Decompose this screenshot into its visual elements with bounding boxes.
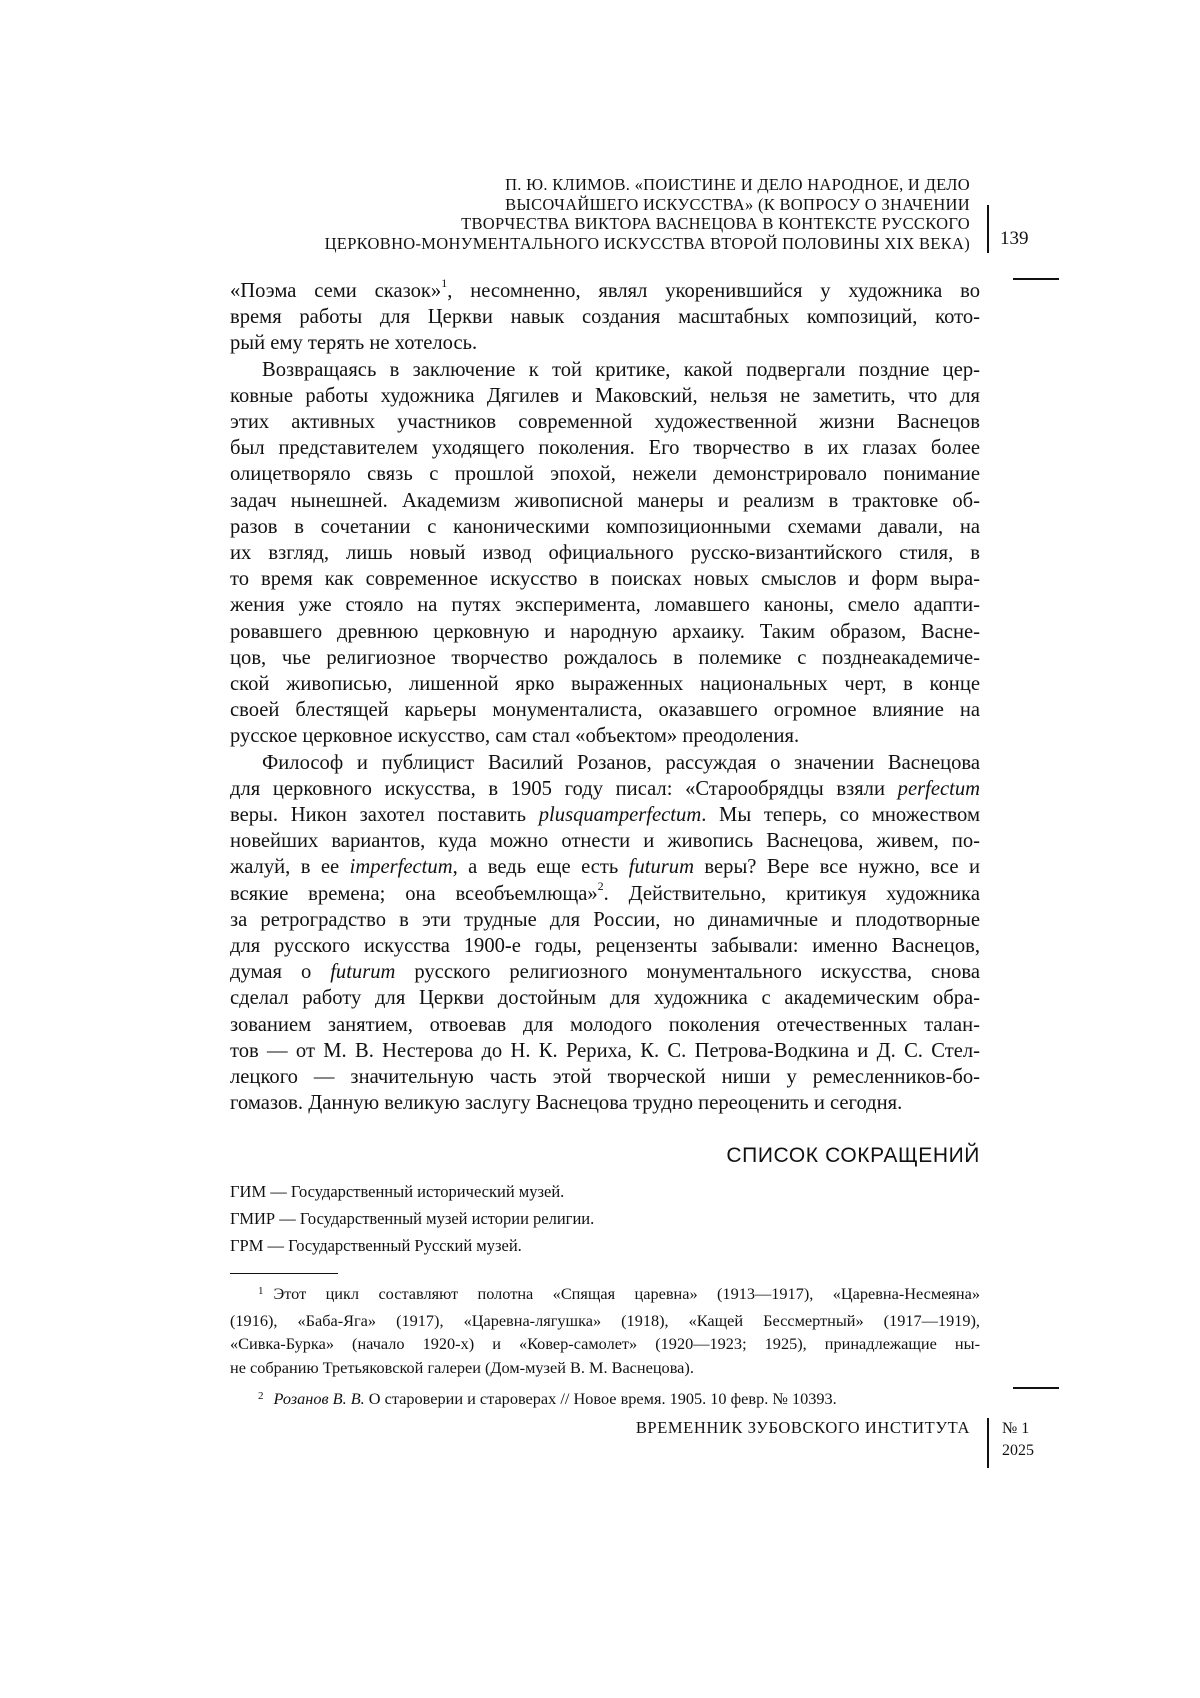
article-body bbox=[230, 278, 980, 1117]
footer-divider bbox=[987, 1418, 989, 1468]
text-line: веры. Никон захотел поставить plusquamperfectum. Мы теперь, со множеством bbox=[230, 804, 980, 827]
text-line: олицетворяло связь с прошлой эпохой, нежели демонстрировало понимание bbox=[230, 463, 980, 486]
text-line: тов — от М. В. Нестерова до Н. К. Рериха, К. С. Петрова-Водкина и Д. С. Стел- bbox=[230, 1039, 980, 1062]
text-line: рый ему терять не хотелось. bbox=[230, 332, 478, 355]
text-line: задач нынешней. Академизм живописной манеры и реализм в трактовке об- bbox=[230, 489, 980, 512]
text-line: думая о futurum русского религиозного монументального искусства, снова bbox=[230, 961, 980, 984]
issue-number: № 1 bbox=[1002, 1420, 1030, 1437]
footnote-line: $^1$ Этот цикл составляют полотна «Спящая царевна» (1913—1917), «Царевна-Несмеяна» bbox=[258, 1284, 980, 1303]
text-line: новейших вариантов, куда можно отнести и живопись Васнецова, живем, по- bbox=[230, 830, 980, 853]
footnotes bbox=[230, 1282, 980, 1422]
journal-title: ВРЕМЕННИК ЗУБОВСКОГО ИНСТИТУТА bbox=[635, 1418, 970, 1437]
section-title: СПИСОК СОКРАЩЕНИЙ bbox=[726, 1144, 980, 1167]
text-line: русское церковное искусство, сам стал «объектом» преодоления. bbox=[230, 725, 800, 748]
header-line: П. Ю. КЛИМОВ. «ПОИСТИНЕ И ДЕЛО НАРОДНОЕ, И ДЕЛО bbox=[505, 175, 970, 194]
header-line: ВЫСОЧАЙШЕГО ИСКУССТВА» (К ВОПРОСУ О ЗНАЧЕНИИ bbox=[505, 194, 970, 214]
text-line: всякие времена; она всеобъемлюща»$^2$. Действительно, критикуя художника bbox=[230, 878, 980, 905]
footnote-line: не собранию Третьяковской галереи (Дом-музей В. М. Васнецова). bbox=[230, 1357, 694, 1377]
text-line: для русского искусства 1900-е годы, рецензенты забывали: именно Васнецов, bbox=[230, 935, 980, 958]
footnote-line: (1916), «Баба-Яга» (1917), «Царевна-лягушка» (1918), «Кащей Бессмертный» (1917—1919), bbox=[230, 1310, 980, 1330]
abbreviation-item: ГИМ — Государственный исторический музей. bbox=[230, 1182, 565, 1201]
text-line: для церковного искусства, в 1905 году писал: «Старообрядцы взяли perfectum bbox=[230, 777, 980, 800]
text-line: разов в сочетании с каноническими композиционными схемами давали, на bbox=[230, 515, 980, 538]
text-line: сделал работу для Церкви достойным для художника с академическим обра- bbox=[230, 987, 980, 1010]
paragraph bbox=[230, 357, 980, 750]
text-line: их взгляд, лишь новый извод официального русско-византийского стиля, в bbox=[230, 542, 980, 565]
footnote bbox=[230, 1387, 980, 1414]
page-number: 139 bbox=[1000, 228, 1029, 249]
issue-year: 2025 bbox=[1002, 1442, 1034, 1459]
text-line: Возвращаясь в заключение к той критике, какой подвергали поздние цер- bbox=[262, 358, 980, 381]
text-line: был представителем уходящего поколения. Его творчество в их глазах более bbox=[230, 437, 980, 460]
text-line: лецкого — значительную часть этой творческой ниши у ремесленников-бо- bbox=[230, 1066, 980, 1089]
footnote-ref[interactable]: 2 bbox=[597, 878, 604, 893]
text-line: ской живописью, лишенной ярко выраженных национальных черт, в конце bbox=[230, 673, 980, 696]
header-divider bbox=[987, 205, 989, 253]
abbreviations-list bbox=[230, 1178, 594, 1259]
text-line: гомазов. Данную великую заслугу Васнецова трудно переоценить и сегодня. bbox=[230, 1092, 903, 1115]
text-line: цов, чье религиозное творчество рождалось в полемике с позднеакадемиче- bbox=[230, 646, 980, 669]
text-line: жалуй, в ее imperfectum, а ведь еще есть futurum веры? Вере все нужно, все и bbox=[230, 856, 980, 879]
footer-rule bbox=[1013, 1387, 1059, 1389]
footnote-line: $^2$ Розанов В. В. О староверии и староверах // Новое время. 1905. 10 февр. № 10393. bbox=[258, 1389, 837, 1408]
text-line: «Поэма семи сказок»$^1$, несомненно, являл укоренившийся у художника во bbox=[230, 276, 980, 302]
text-line: Философ и публицист Василий Розанов, рассуждая о значении Васнецова bbox=[262, 751, 980, 774]
issue-info bbox=[1002, 1418, 1034, 1462]
paragraph bbox=[230, 750, 980, 1117]
text-line: своей блестящей карьеры монументалиста, оказавшего огромное влияние на bbox=[230, 699, 980, 722]
footnote-ref[interactable]: 1 bbox=[441, 276, 448, 291]
text-line: ковные работы художника Дягилев и Маковский, нельзя не заметить, что для bbox=[230, 384, 980, 407]
text-line: ровавшего древнюю церковную и народную архаику. Таким образом, Васне- bbox=[230, 620, 980, 643]
text-line: время работы для Церкви навык создания масштабных композиций, кото- bbox=[230, 306, 980, 329]
paragraph bbox=[230, 278, 980, 357]
footnote bbox=[230, 1282, 980, 1379]
header-line: ЦЕРКОВНО-МОНУМЕНТАЛЬНОГО ИСКУССТВА ВТОРОЙ ПОЛОВИНЫ XIX ВЕКА) bbox=[324, 233, 970, 253]
header-line: ТВОРЧЕСТВА ВИКТОРА ВАСНЕЦОВА В КОНТЕКСТЕ РУССКОГО bbox=[461, 214, 970, 234]
footnote-number: 1 bbox=[258, 1285, 264, 1297]
footnote-separator bbox=[230, 1273, 338, 1274]
text-line: жения уже стояло на путях эксперимента, ломавшего каноны, смело адапти- bbox=[230, 594, 980, 617]
page-number-rule bbox=[1013, 278, 1059, 280]
text-line: то время как современное искусство в поисках новых смыслов и форм выра- bbox=[230, 568, 980, 591]
footnote-number: 2 bbox=[258, 1390, 264, 1402]
abbreviation-item: ГМИР — Государственный музей истории религии. bbox=[230, 1209, 595, 1228]
text-line: этих активных участников современной художественной жизни Васнецов bbox=[230, 411, 980, 434]
running-header bbox=[210, 175, 970, 253]
text-line: за ретроградство в эти трудные для России, но динамичные и плодотворные bbox=[230, 908, 980, 931]
text-line: зованием занятием, отвоевав для молодого поколения отечественных талан- bbox=[230, 1013, 980, 1036]
footnote-line: «Сивка-Бурка» (начало 1920-х) и «Ковер-самолет» (1920—1923; 1925), принадлежащие ны- bbox=[230, 1334, 980, 1353]
abbreviation-item: ГРМ — Государственный Русский музей. bbox=[230, 1236, 522, 1255]
